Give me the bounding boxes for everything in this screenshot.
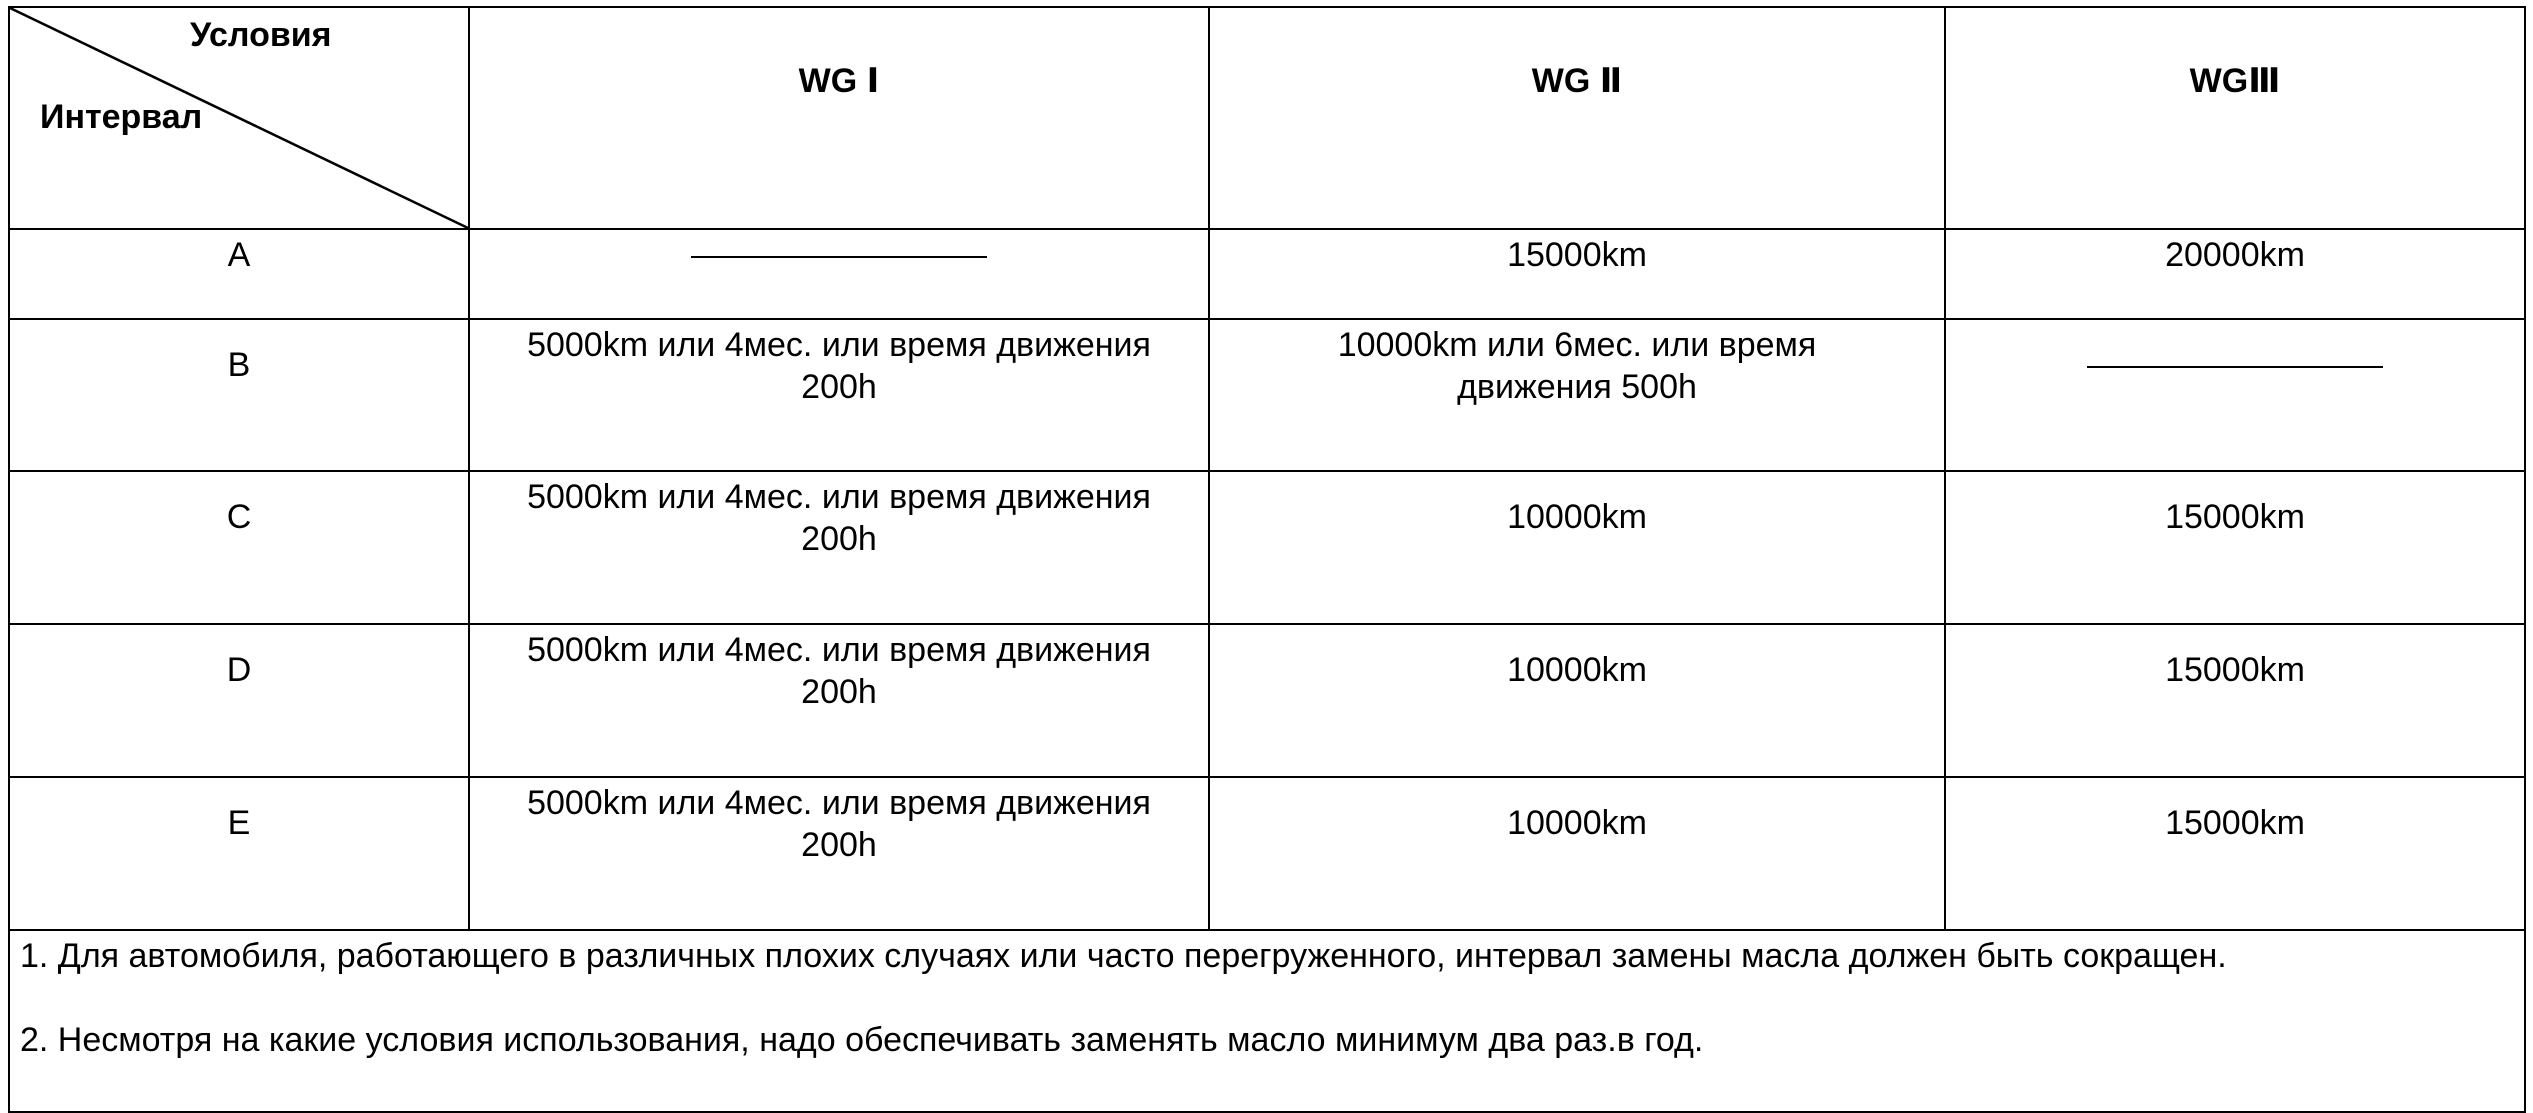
cell-line: 200h (801, 520, 877, 558)
not-applicable-dash (691, 256, 987, 258)
oil-change-table-wrapper (8, 6, 2524, 1059)
note-1: 1. Для автомобиля, работающего в различных плохих случаях или часто перегруженного, интервал замены масла должен быть сокращен. (20, 937, 2227, 975)
row-label: B (9, 319, 469, 471)
table-cell: 20000km (1945, 229, 2525, 319)
cell-line: 5000km или 4мес. или время движения (527, 631, 1151, 669)
table-cell: 10000km (1209, 624, 1945, 777)
table-row-a (9, 229, 2525, 319)
table-cell: 15000km (1209, 229, 1945, 319)
cell-line: 10000km или 6мес. или время (1337, 326, 1817, 364)
diagonal-header-cell (9, 7, 469, 229)
cell-line: 200h (801, 368, 877, 406)
notes-row (9, 930, 2525, 1112)
table-row-d (9, 624, 2525, 777)
cell-line: 200h (801, 673, 877, 711)
table-cell-empty (1945, 319, 2525, 471)
notes-cell (9, 930, 2525, 1112)
table-cell-empty (469, 229, 1209, 319)
oil-change-interval-table (8, 6, 2526, 1113)
table-cell (469, 624, 1209, 777)
cell-line: 5000km или 4мес. или время движения (527, 326, 1151, 364)
row-label: E (9, 777, 469, 930)
table-cell (1209, 319, 1945, 471)
table-row-b (9, 319, 2525, 471)
table-cell: 10000km (1209, 471, 1945, 624)
column-header-wg2: WG Ⅱ (1209, 7, 1945, 229)
table-cell: 15000km (1945, 624, 2525, 777)
cell-line: 5000km или 4мес. или время движения (527, 784, 1151, 822)
row-label: D (9, 624, 469, 777)
table-cell (469, 319, 1209, 471)
table-cell: 10000km (1209, 777, 1945, 930)
row-label: C (9, 471, 469, 624)
note-spacer (20, 977, 2514, 1019)
cell-line: движения 500h (1457, 368, 1697, 406)
interval-label: Интервал (40, 98, 203, 136)
conditions-label: Условия (190, 16, 332, 54)
table-cell: 15000km (1945, 777, 2525, 930)
table-row-c (9, 471, 2525, 624)
note-2: 2. Несмотря на какие условия использования, надо обеспечивать заменять масло минимум два раз.в год. (20, 1021, 1704, 1059)
table-cell (469, 471, 1209, 624)
table-cell: 15000km (1945, 471, 2525, 624)
not-applicable-dash (2087, 366, 2383, 368)
column-header-wg1: WG Ⅰ (469, 7, 1209, 229)
cell-line: 200h (801, 826, 877, 864)
cell-line: 5000km или 4мес. или время движения (527, 478, 1151, 516)
header-row (9, 7, 2525, 229)
table-cell (469, 777, 1209, 930)
column-header-wg3: WGⅢ (1945, 7, 2525, 229)
row-label: A (9, 229, 469, 319)
table-row-e (9, 777, 2525, 930)
